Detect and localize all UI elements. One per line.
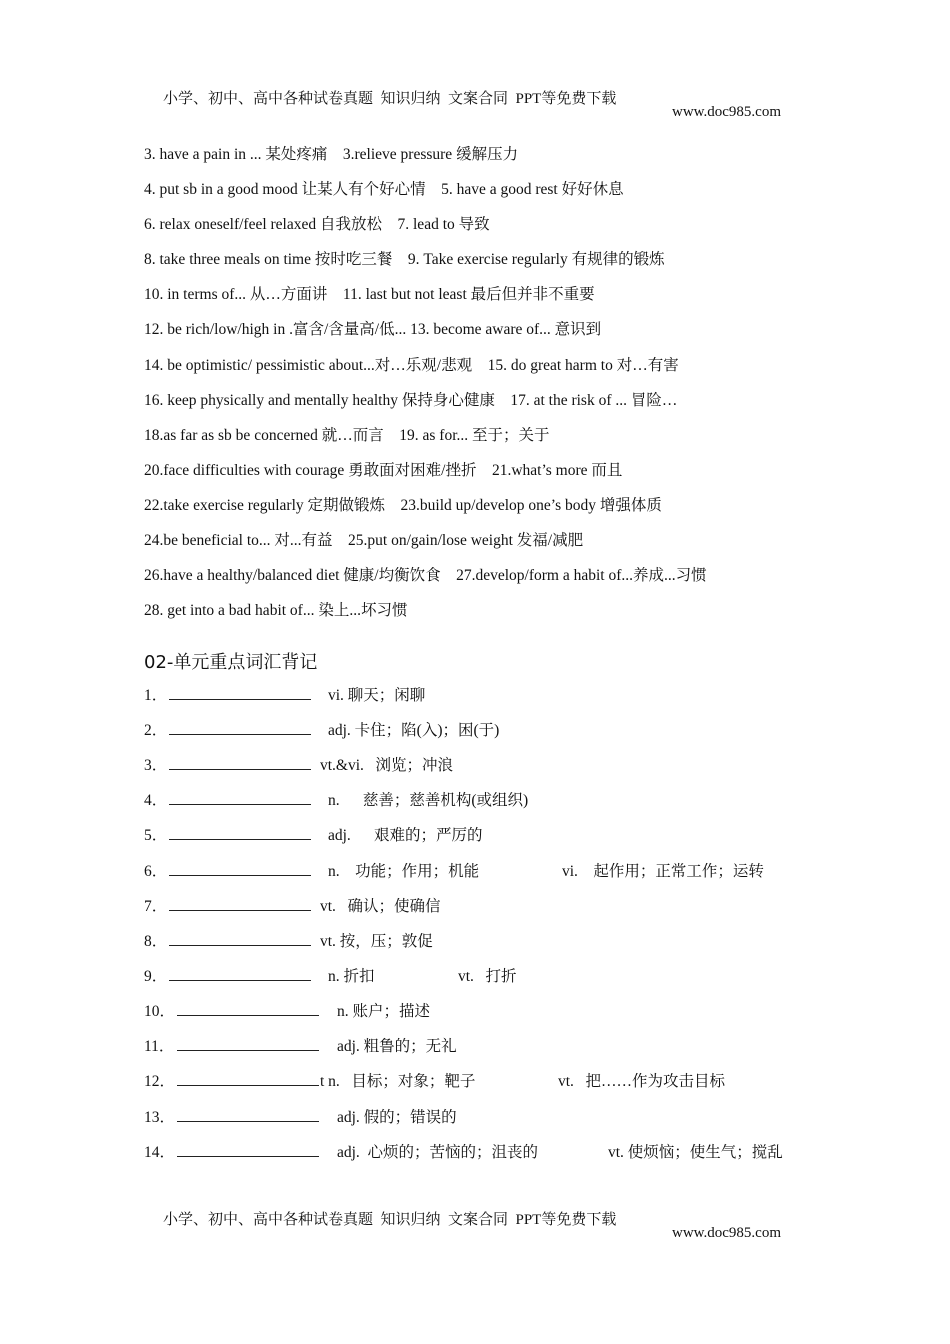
vocab-item — [0, 967, 950, 989]
answer-blank[interactable] — [169, 839, 311, 840]
item-number: 13． — [144, 1109, 176, 1126]
definition: adj. 心烦的；苦恼的；沮丧的 — [337, 1144, 539, 1161]
phrase-line: 3. have a pain in ... 某处疼痛 3.relieve pressure 缓解压力 — [144, 146, 519, 163]
vocab-item — [0, 862, 950, 884]
vocab-item — [0, 1002, 950, 1024]
phrase-line: 16. keep physically and mentally healthy 保持身心健康 17. at the risk of ... 冒险… — [144, 392, 678, 409]
definition-secondary: vi. 起作用；正常工作；运转 — [562, 863, 764, 880]
vocab-item — [0, 1037, 950, 1059]
item-number: 1． — [144, 687, 168, 704]
page-header — [0, 70, 950, 121]
item-number: 6． — [144, 863, 168, 880]
item-number: 5． — [144, 827, 168, 844]
answer-blank[interactable] — [169, 769, 311, 770]
answer-blank[interactable] — [169, 875, 311, 876]
vocab-item — [0, 826, 950, 848]
phrase-line: 20.face difficulties with courage 勇敢面对困难/挫折 21.what’s more 而且 — [144, 462, 623, 479]
item-number: 4． — [144, 792, 168, 809]
phrase-line: 4. put sb in a good mood 让某人有个好心情 5. have a good rest 好好休息 — [144, 181, 624, 198]
answer-blank[interactable] — [177, 1050, 319, 1051]
vocab-item — [0, 721, 950, 743]
phrase-line: 6. relax oneself/feel relaxed 自我放松 7. lead to 导致 — [144, 216, 490, 233]
item-number: 2． — [144, 722, 168, 739]
definition: vt.&vi. 浏览；冲浪 — [320, 757, 454, 774]
definition-secondary: vt. 使烦恼；使生气；搅乱 — [608, 1144, 783, 1161]
phrase-line: 28. get into a bad habit of... 染上...坏习惯 — [144, 602, 408, 619]
header-url[interactable]: www.doc985.com — [672, 104, 782, 120]
phrase-line: 18.as far as sb be concerned 就…而言 19. as for... 至于；关于 — [144, 427, 550, 444]
item-number: 3． — [144, 757, 168, 774]
vocab-item — [0, 756, 950, 778]
header-text: 小学、初中、高中各种试卷真题 知识归纳 文案合同 PPT等免费下载 — [163, 91, 617, 107]
footer-url[interactable]: www.doc985.com — [672, 1225, 782, 1241]
definition: adj. 艰难的；严厉的 — [328, 827, 483, 844]
answer-blank[interactable] — [169, 699, 311, 700]
definition-secondary: vt. 打折 — [458, 968, 517, 985]
vocab-item — [0, 686, 950, 708]
definition: n. 慈善；慈善机构(或组织) — [328, 792, 529, 809]
vocab-item — [0, 1108, 950, 1130]
answer-blank[interactable] — [169, 804, 311, 805]
definition: vt. 按，压；敦促 — [320, 933, 433, 950]
item-number: 7． — [144, 898, 168, 915]
answer-blank[interactable] — [169, 910, 311, 911]
phrase-line: 8. take three meals on time 按时吃三餐 9. Take exercise regularly 有规律的锻炼 — [144, 251, 665, 268]
phrase-line: 12. be rich/low/high in .富含/含量高/低... 13. become aware of... 意识到 — [144, 321, 602, 338]
vocab-item — [0, 897, 950, 919]
phrase-line: 22.take exercise regularly 定期做锻炼 23.build up/develop one’s body 增强体质 — [144, 497, 662, 514]
answer-blank[interactable] — [169, 734, 311, 735]
vocab-item — [0, 1072, 950, 1094]
answer-blank[interactable] — [177, 1015, 319, 1016]
vocab-item — [0, 1143, 950, 1165]
answer-blank[interactable] — [177, 1156, 319, 1157]
answer-blank[interactable] — [169, 980, 311, 981]
answer-blank[interactable] — [177, 1121, 319, 1122]
definition: vt. 确认；使确信 — [320, 898, 441, 915]
definition: n. 折扣 — [328, 968, 375, 985]
phrase-line: 24.be beneficial to... 对...有益 25.put on/gain/lose weight 发福/减肥 — [144, 532, 584, 549]
phrase-line: 26.have a healthy/balanced diet 健康/均衡饮食 27.develop/form a habit of...养成...习惯 — [144, 567, 707, 584]
footer-text: 小学、初中、高中各种试卷真题 知识归纳 文案合同 PPT等免费下载 — [163, 1212, 617, 1228]
phrase-line: 10. in terms of... 从…方面讲 11. last but not least 最后但并非不重要 — [144, 286, 595, 303]
item-number: 14． — [144, 1144, 176, 1161]
definition: adj. 卡住；陷(入)；困(于) — [328, 722, 500, 739]
item-number: 8． — [144, 933, 168, 950]
answer-blank[interactable] — [177, 1085, 319, 1086]
page-footer — [0, 1191, 950, 1242]
vocab-item — [0, 932, 950, 954]
item-number: 9． — [144, 968, 168, 985]
vocab-item — [0, 791, 950, 813]
definition: t n. 目标；对象；靶子 — [320, 1073, 476, 1090]
definition: vi. 聊天；闲聊 — [328, 687, 426, 704]
definition: adj. 假的；错误的 — [337, 1109, 457, 1126]
item-number: 12． — [144, 1073, 176, 1090]
definition: n. 功能；作用；机能 — [328, 863, 480, 880]
item-number: 11． — [144, 1038, 175, 1055]
section-title: 02-单元重点词汇背记 — [144, 652, 318, 673]
answer-blank[interactable] — [169, 945, 311, 946]
definition-secondary: vt. 把……作为攻击目标 — [558, 1073, 726, 1090]
phrase-line: 14. be optimistic/ pessimistic about...对…乐观/悲观 15. do great harm to 对…有害 — [144, 357, 679, 374]
definition: n. 账户；描述 — [337, 1003, 431, 1020]
item-number: 10． — [144, 1003, 176, 1020]
definition: adj. 粗鲁的；无礼 — [337, 1038, 457, 1055]
